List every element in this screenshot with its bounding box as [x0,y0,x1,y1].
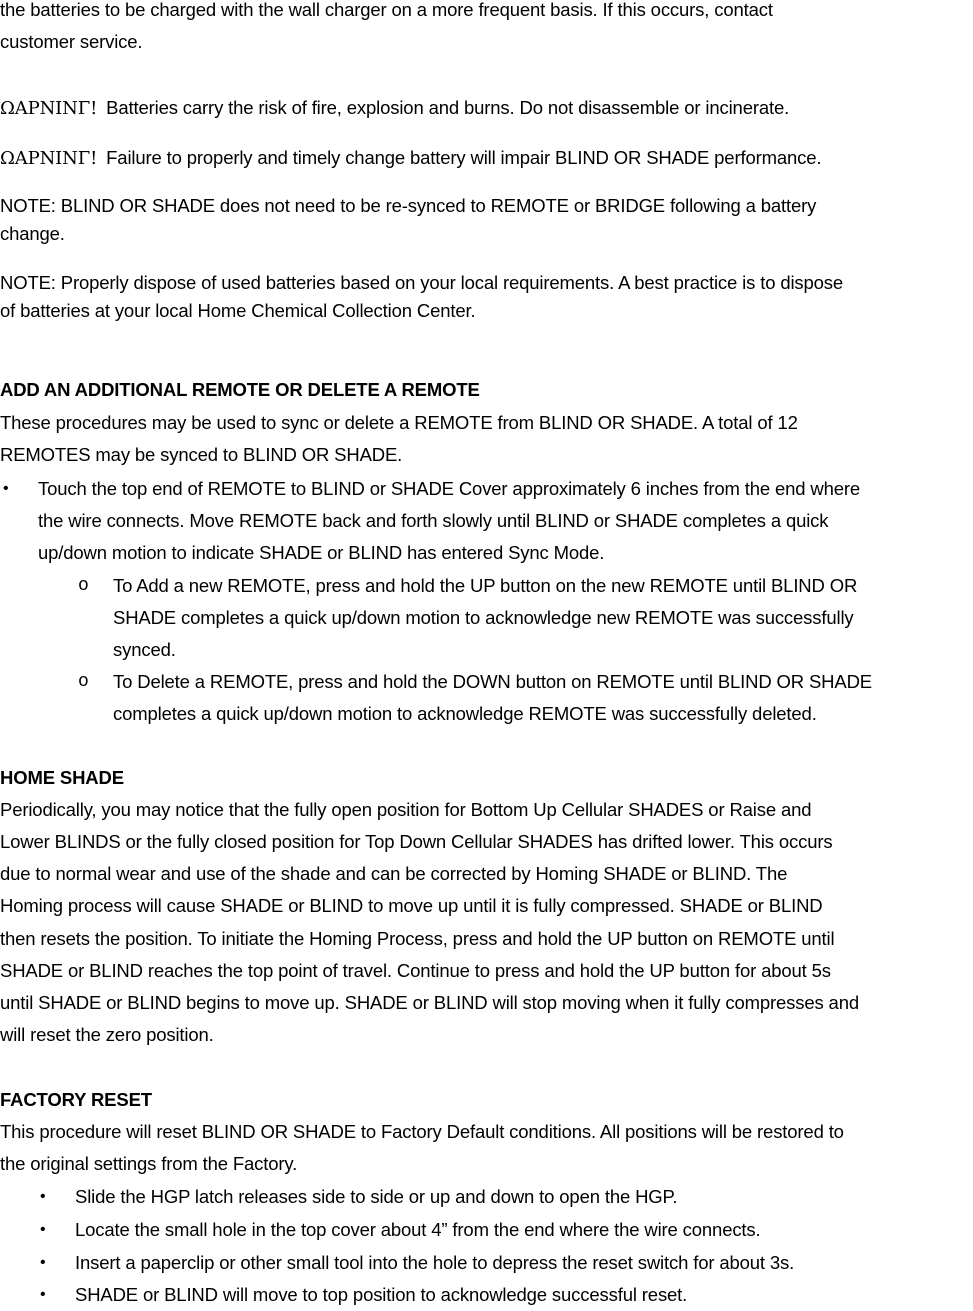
warning-paragraph [0,142,821,175]
bullet-marker: • [40,1286,46,1303]
intro-line: the batteries to be charged with the wall charger on a more frequent basis. If this occurs, contact [0,0,773,20]
sub-bullet-line: SHADE completes a quick up/down motion to acknowledge new REMOTE was successfully [113,607,854,628]
intro-line: customer service. [0,31,143,52]
paragraph-line: due to normal wear and use of the shade and can be corrected by Homing SHADE or BLIND. The [0,863,788,884]
sub-bullet-marker: o [78,672,89,692]
sub-bullet-line: synced. [113,639,176,660]
bullet-line: Slide the HGP latch releases side to side or up and down to open the HGP. [75,1186,678,1207]
warning-label: ΩAPNINΓ! [0,148,98,169]
warning-paragraph [0,92,789,125]
warning-text: Failure to properly and timely change battery will impair BLIND OR SHADE performance. [101,147,822,168]
paragraph-line: REMOTES may be synced to BLIND OR SHADE. [0,444,403,465]
section-heading-home: HOME SHADE [0,767,124,788]
paragraph-line: SHADE or BLIND reaches the top point of travel. Continue to press and hold the UP button for about 5s [0,960,831,981]
sub-bullet-line: completes a quick up/down motion to acknowledge REMOTE was successfully deleted. [113,703,817,724]
section-heading-factory: FACTORY RESET [0,1089,152,1110]
paragraph-line: Periodically, you may notice that the fully open position for Bottom Up Cellular SHADES or Raise and [0,799,812,820]
bullet-line: Locate the small hole in the top cover about 4” from the end where the wire connects. [75,1219,761,1240]
bullet-marker: • [3,480,9,497]
paragraph-line: will reset the zero position. [0,1024,214,1045]
warning-text: Batteries carry the risk of fire, explosion and burns. Do not disassemble or incinerate. [101,97,790,118]
warning-label: ΩAPNINΓ! [0,98,98,119]
sub-bullet-line: To Add a new REMOTE, press and hold the UP button on the new REMOTE until BLIND OR [113,575,858,596]
bullet-marker: • [40,1188,46,1205]
paragraph-line: then resets the position. To initiate the Homing Process, press and hold the UP button on REMOTE until [0,928,835,949]
bullet-marker: • [40,1254,46,1271]
section-heading-remote: ADD AN ADDITIONAL REMOTE OR DELETE A REMOTE [0,379,480,400]
bullet-line: Touch the top end of REMOTE to BLIND or SHADE Cover approximately 6 inches from the end where [38,478,861,499]
note-line: of batteries at your local Home Chemical Collection Center. [0,300,476,321]
note-line: NOTE: Properly dispose of used batteries based on your local requirements. A best practice is to dispose [0,272,844,293]
bullet-line: SHADE or BLIND will move to top position to acknowledge successful reset. [75,1284,688,1305]
paragraph-line: the original settings from the Factory. [0,1153,298,1174]
paragraph-line: Homing process will cause SHADE or BLIND to move up until it is fully compressed. SHADE or BLIND [0,895,823,916]
sub-bullet-marker: o [78,576,89,596]
paragraph-line: until SHADE or BLIND begins to move up. SHADE or BLIND will stop moving when it fully compresses and [0,992,859,1013]
note-line: NOTE: BLIND OR SHADE does not need to be re-synced to REMOTE or BRIDGE following a battery [0,195,817,216]
bullet-line: the wire connects. Move REMOTE back and forth slowly until BLIND or SHADE completes a quick [38,510,829,531]
bullet-marker: • [40,1221,46,1238]
paragraph-line: Lower BLINDS or the fully closed position for Top Down Cellular SHADES has drifted lower. This occurs [0,831,833,852]
bullet-line: up/down motion to indicate SHADE or BLIND has entered Sync Mode. [38,542,605,563]
paragraph-line: These procedures may be used to sync or delete a REMOTE from BLIND OR SHADE. A total of 12 [0,412,798,433]
note-line: change. [0,223,65,244]
sub-bullet-line: To Delete a REMOTE, press and hold the DOWN button on REMOTE until BLIND OR SHADE [113,671,872,692]
paragraph-line: This procedure will reset BLIND OR SHADE to Factory Default conditions. All positions will be restored to [0,1121,844,1142]
bullet-line: Insert a paperclip or other small tool into the hole to depress the reset switch for about 3s. [75,1252,795,1273]
